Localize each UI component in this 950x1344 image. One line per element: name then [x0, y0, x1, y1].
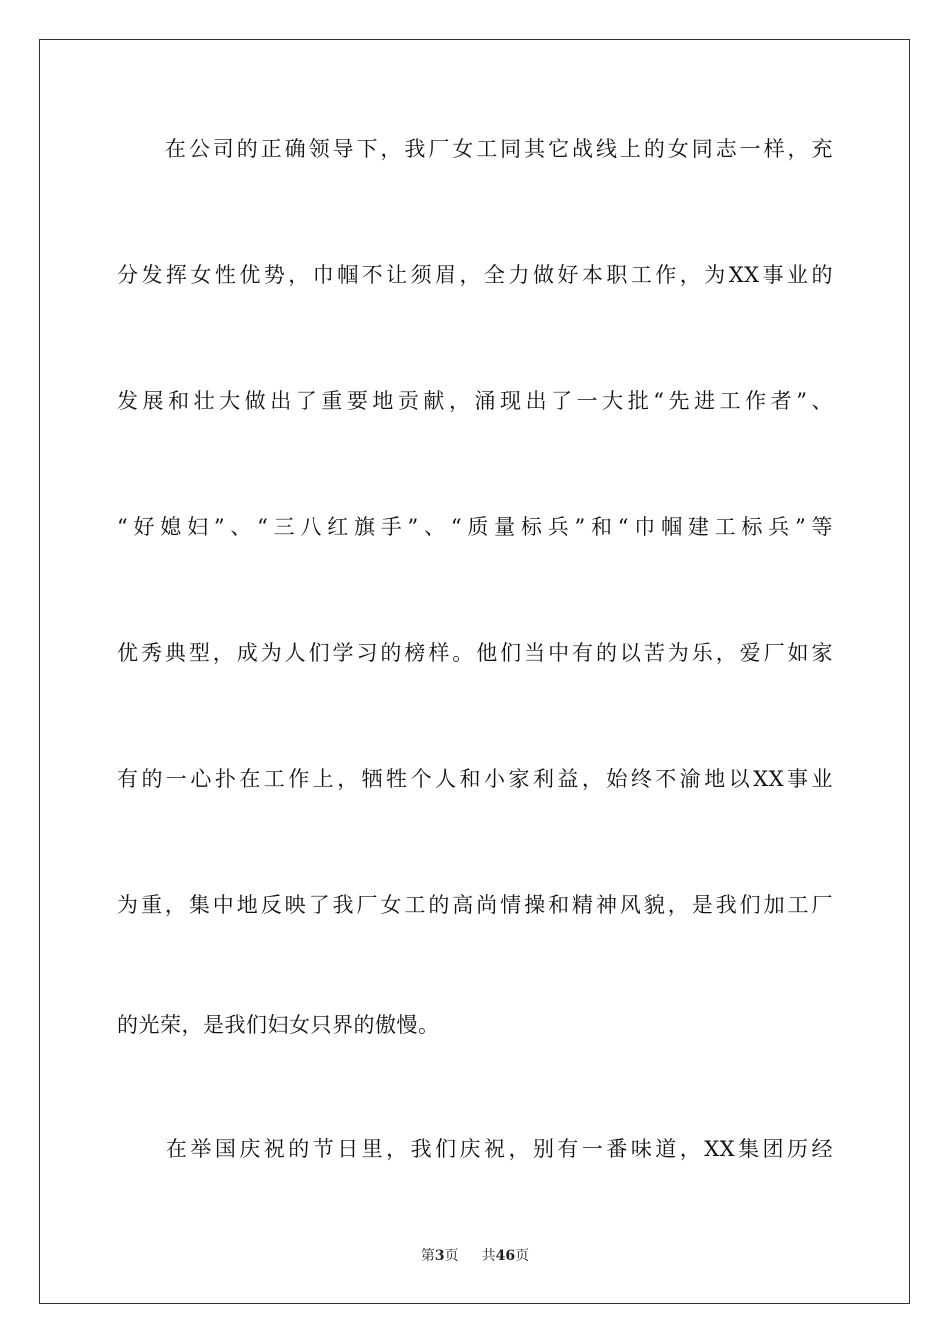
page-number: 3	[434, 1248, 445, 1264]
page-border	[39, 39, 910, 1304]
total-prefix: 共	[481, 1248, 496, 1264]
page-suffix: 页	[444, 1248, 459, 1264]
text-line: 在公司的正确领导下，我厂女工同其它战线上的女同志一样，充	[117, 137, 833, 161]
text-line: 在举国庆祝的节日里，我们庆祝，别有一番味道，XX集团历经	[117, 1137, 833, 1161]
text-line: 有的一心扑在工作上，牺牲个人和小家利益，始终不渝地以XX事业	[117, 767, 833, 791]
text-line: “好媳妇”、“三八红旗手”、“质量标兵”和“巾帼建工标兵”等	[117, 515, 833, 539]
total-pages: 46	[495, 1248, 516, 1264]
text-line: 优秀典型，成为人们学习的榜样。他们当中有的以苦为乐，爱厂如家	[117, 641, 833, 665]
text-line: 发展和壮大做出了重要地贡献，涌现出了一大批“先进工作者”、	[117, 389, 833, 413]
text-line: 为重，集中地反映了我厂女工的高尚情操和精神风貌，是我们加工厂	[117, 893, 833, 917]
total-suffix: 页	[515, 1248, 530, 1264]
page-prefix: 第	[420, 1248, 435, 1264]
text-line: 的光荣，是我们妇女只界的傲慢。	[117, 1013, 440, 1037]
text-line: 分发挥女性优势，巾帼不让须眉，全力做好本职工作，为XX事业的	[117, 263, 833, 287]
page-footer	[0, 1246, 950, 1266]
